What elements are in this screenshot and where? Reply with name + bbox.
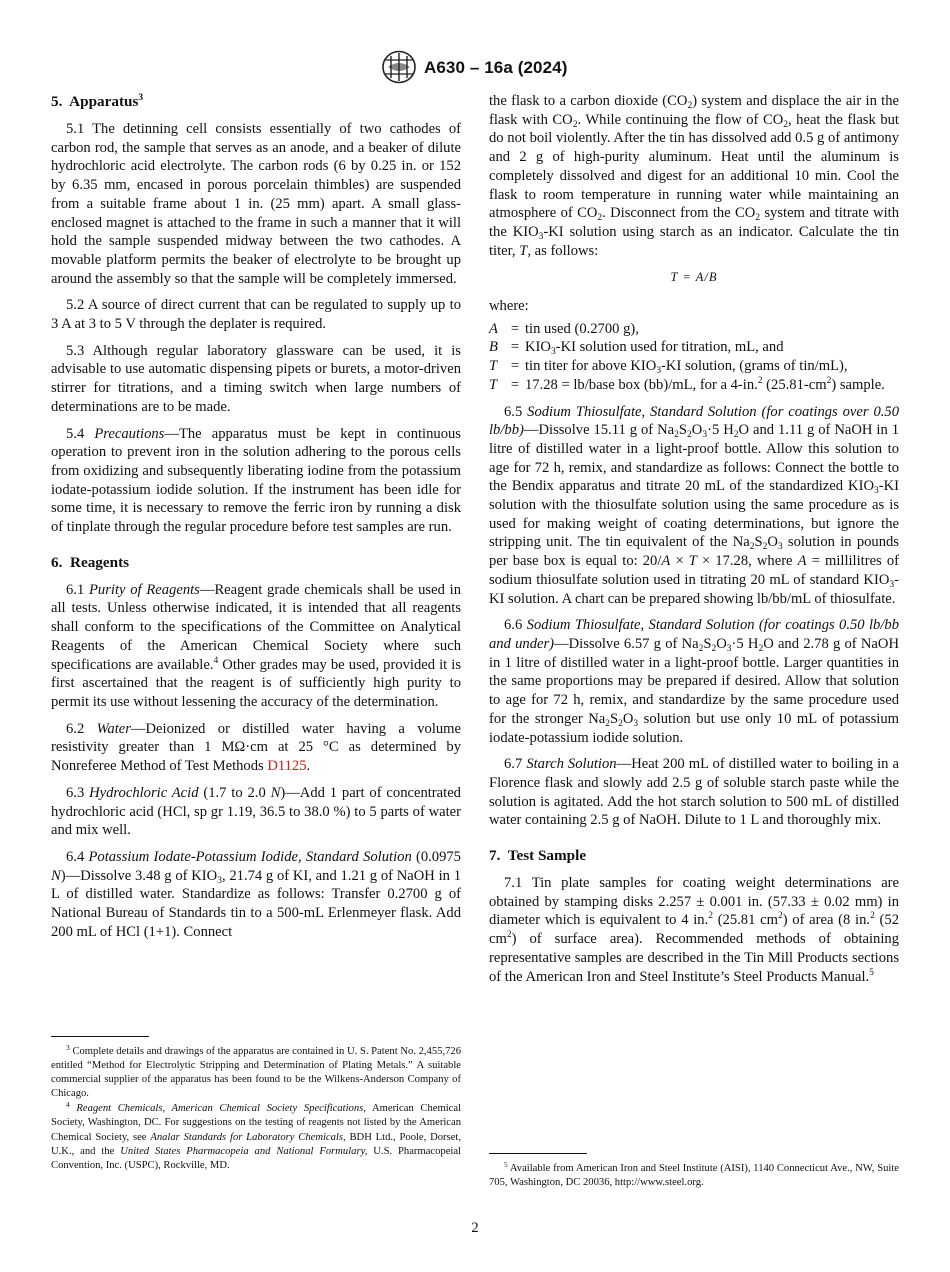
paragraph-6-6: 6.6 Sodium Thiosulfate, Standard Solution (for coatings 0.50 lb/bb and under)—Dissolve 6.57 g of $Na_2S_2O_3\cdot 5$ $H_2O$ and 2.78 g of NaOH in 1 litre of distilled water in a light-proof bottle. Larger quantities in the same proportions may be prepared if desired. Allow that solution to age for 72 h, remix, and standardize by the same procedure used for the stronger $Na_2S_2O_3$ solution but use only 10 mL of potassium iodate-potassium iodide solution.	[489, 617, 899, 746]
footnotes-right	[489, 1162, 899, 1191]
paragraph-6-1: 6.1 Purity of Reagents—Reagent grade chemicals shall be used in all tests. Unless otherwise indicated, it is intended that all reagents shall conform to the specifications of the Committee on Analytical Reagents of the American Chemical Society where such specifications are available.$^4$ Other grades may be used, provided it is first ascertained that the reagent is of sufficiently high purity to permit its use without lessening the accuracy of the determination.	[51, 581, 461, 710]
section-7-heading: 7. Test Sample	[489, 847, 587, 865]
definition-row: B = $KIO_3-KI$ solution used for titration, mL, and	[489, 339, 784, 358]
astm-logo-icon	[381, 50, 417, 84]
paragraph-6-7: 6.7 Starch Solution—Heat 200 mL of distilled water to boiling in a Florence flask and slowly add 2.5 g of soluble starch paste while the solution is agitated. Add the hot starch solution to 500 mL of distilled water containing 2.5 g of NaOH. Dilute to 1 L and thoroughly mix.	[489, 756, 900, 829]
right-column	[489, 92, 899, 994]
variable-definitions	[489, 320, 899, 395]
paragraph-6-5: 6.5 Sodium Thiosulfate, Standard Solution (for coatings over 0.50 lb/bb)—Dissolve 15.11 g of $Na_2S_2O_3\cdot 5$ $H_2O$ and 1.11 g of NaOH in 1 litre of distilled water in a light-proof bottle. Allow this solution to age for 72 h, remix, and standardize as follows: Connect the bottle to the Bendix apparatus and titrate 20 mL of the standardized $KIO_3-KI$ solution with the thiosulfate solution using the same procedure as is used for making weight of coating determinations, but ignore the stripping unit. The tin equivalent of the $Na_2S_2O_3$ solution in pounds per base box is equal to: 20/A × T × 17.28, where A = millilitres of sodium thiosulfate solution used in titrating 20 mL of standard $KIO_3-KI$ solution. A chart can be prepared showing lb/bb/mL of thiosulfate.	[489, 403, 899, 607]
tin-titer-formula: T = A/B	[670, 270, 718, 285]
footnote-5: $^5$ Available from American Iron and Steel Institute (AISI), 1140 Connecticut Ave., NW, Suite 705, Washington, DC 20036, http://www.steel.org.	[489, 1160, 899, 1189]
footnote-divider	[51, 1036, 149, 1037]
paragraph-5-1: 5.1 The detinning cell consists essentially of two cathodes of carbon rod, the sample that serves as an anode, and a beaker of dilute hydrochloric acid electrolyte. The carbon rods (6 by 0.25 in. or 152 by 6.35 mm, encased in porous porcelain thimbles) are suspended from a suitable frame about 1 in. (25 mm) apart. A small glass-enclosed magnet is attached to the frame in such a manner that it will hold the sample suspended midway between the two cathodes. A movable platform permits the beaker of electrolyte to be brought up around the assembly so that the sample will be completely immersed.	[51, 121, 461, 287]
d1125-link[interactable]: D1125	[267, 758, 307, 775]
section-6-heading: 6. Reagents	[51, 553, 130, 571]
where-label: where:	[489, 298, 529, 315]
left-column	[51, 92, 461, 949]
definition-row: A = tin used (0.2700 g),	[489, 320, 639, 337]
page-number: 2	[471, 1220, 479, 1236]
definition-row: T = 17.28 = lb/base box (bb)/mL, for a 4-in.$^2$ $(25.81-cm^2)$ sample.	[489, 375, 885, 393]
paragraph-5-4: 5.4 Precautions—The apparatus must be kept in continuous operation to prevent iron in the solution adhering to the porous cells from oxidizing and subsequently liberating iodine from the potassium iodate-potassium iodide solution. If the instrument has been idle for some time, it is necessary to remove the ferric iron by running a disk of tinplate through the regular procedure before test samples are run.	[51, 425, 461, 536]
paragraph-5-2: 5.2 A source of direct current that can be regulated to supply up to 3 A at 3 to 5 V through the deplater is required.	[51, 297, 462, 333]
paragraph-7-1: 7.1 Tin plate samples for coating weight determinations are obtained by stamping disks 2.257 ± 0.001 in. (57.33 ± 0.02 mm) in diameter which is equivalent to 4 in.$^2$ (25.81 $cm^2$) of area (8 in.$^2$ (52 $cm^2$) of surface area). Recommended methods of obtaining representative samples are described in the Tin Mill Products sections of the American Iron and Steel Institute’s Steel Products Manual.$^5$	[489, 875, 900, 985]
section-5-heading: 5. Apparatus$^3$	[51, 93, 144, 110]
page-header	[0, 50, 950, 86]
paragraph-6-2: 6.2 Water—Deionized or distilled water having a volume resistivity greater than 1 MΩ·cm at 25 °C as determined by Nonreferee Method of Test Methods D1125.	[51, 720, 461, 775]
definition-row: T = tin titer for above $KIO_3-KI$ solution, (grams of tin/mL),	[489, 358, 848, 377]
footnote-divider	[489, 1153, 587, 1154]
document-designation: A630 – 16a (2024)	[424, 58, 568, 77]
footnote-3: $^3$ Complete details and drawings of the apparatus are contained in U. S. Patent No. 2,455,726 entitled “Method for Electrolytic Stripping and Determination of Plating Metals.” A suitable commercial supplier of the apparatus has been found to be the Wilkens-Anderson Company of Chicago.	[51, 1043, 461, 1100]
paragraph-5-3: 5.3 Although regular laboratory glassware can be used, it is advisable to use automatic dispensing pipets or burets, a motor-driven stirrer for titrations, and a timing switch when large numbers of determinations are to be made.	[51, 342, 461, 415]
footnotes-left	[51, 1045, 461, 1174]
footnote-4: $^4$ Reagent Chemicals, American Chemical Society Specifications, American Chemical Society, Washington, DC. For suggestions on the testing of reagents not listed by the American Chemical Society, see Analar Standards for Laboratory Chemicals, BDH Ltd., Poole, Dorset, U.K., and the United States Pharmacopeia and National Formulary, U.S. Pharmacopeial Convention, Inc. (USPC), Rockville, MD.	[51, 1100, 462, 1171]
paragraph-6-3: 6.3 Hydrochloric Acid (1.7 to 2.0 N)—Add 1 part of concentrated hydrochloric acid (HCl, sp gr 1.19, 36.5 to 38.0 %) to 5 parts of water and mix well.	[51, 784, 461, 839]
paragraph-6-4-continued: the flask to a carbon dioxide $(CO_2)$ system and displace the air in the flask with $CO_2$. While continuing the flow of $CO_2$, heat the flask but do not boil violently. After the tin has dissolved add 0.5 g of antimony and 2 g of high-purity aluminum. Heat until the aluminum is completely dissolved and digest for an additional 10 min. Cool the flask to room temperature in running water while maintaining an atmosphere of $CO_2$. Disconnect from the $CO_2$ system and titrate with the $KIO_3-KI$ solution using starch as an indicator. Calculate the tin titer, T, as follows:	[489, 93, 899, 259]
paragraph-6-4: 6.4 Potassium Iodate-Potassium Iodide, Standard Solution (0.0975 N)—Dissolve 3.48 g of $KIO_3$, 21.74 g of KI, and 1.21 g of NaOH in 1 L of distilled water. Standardize as follows: Transfer 0.2700 g of National Bureau of Standards tin to a 500-mL Erlenmeyer flask. Add 200 mL of HCl (1+1). Connect	[51, 848, 461, 940]
